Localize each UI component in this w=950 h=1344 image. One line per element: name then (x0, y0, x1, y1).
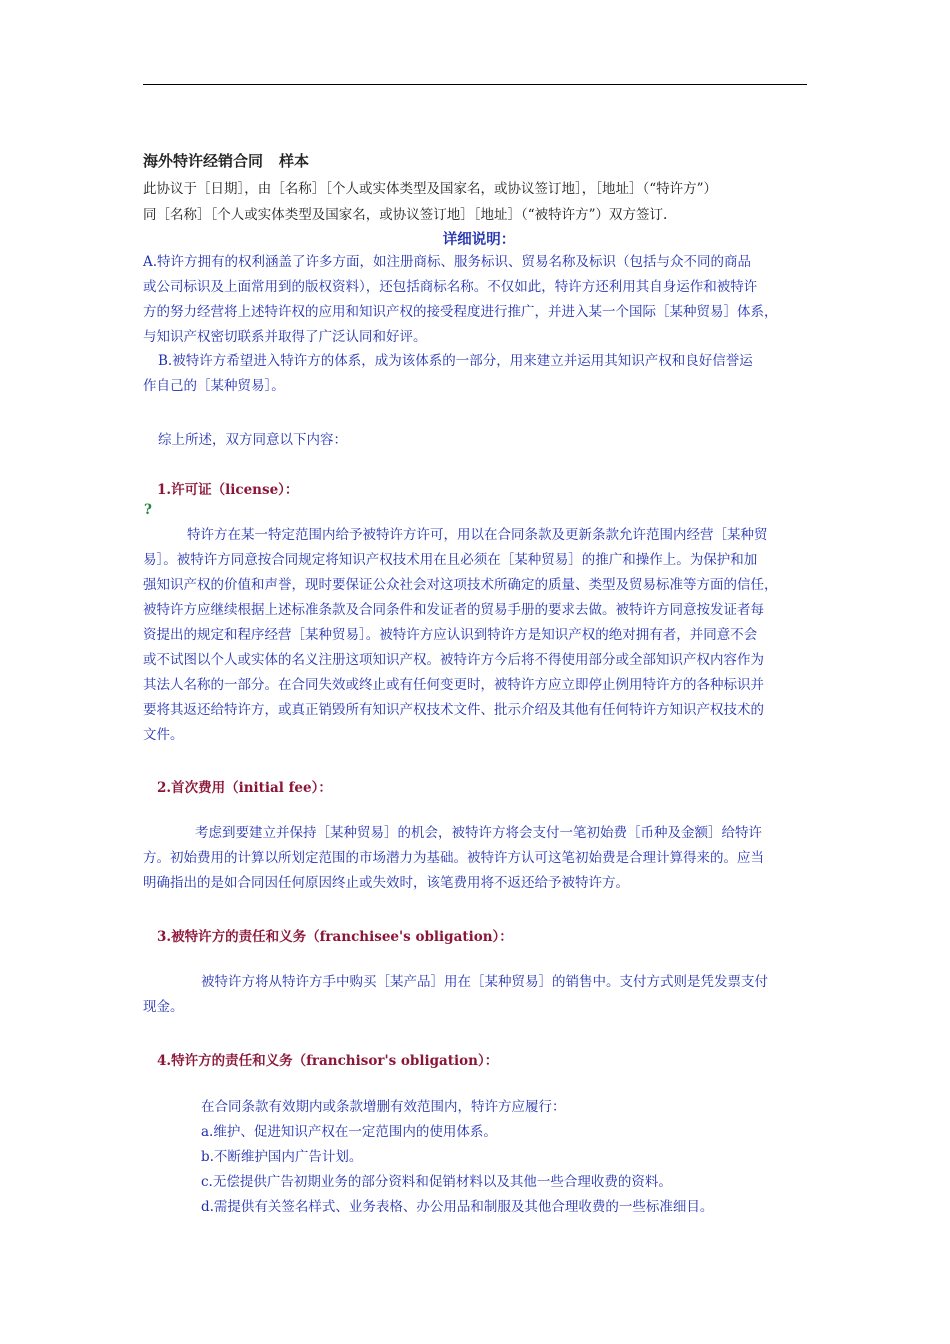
recital-a (143, 250, 815, 350)
section3-heading: 3.被特许方的责任和义务（franchisee's obligation）： (157, 929, 513, 945)
intro-line-2: 同［名称］［个人或实体类型及国家名，或协议签订地］［地址］（“被特许方”）双方签订. (143, 207, 668, 223)
section4-line: 在合同条款有效期内或条款增删有效范围内，特许方应履行： (201, 1099, 566, 1115)
recital-a-line: 或公司标识及上面常用到的版权资料），还包括商标名称。不仅如此，特许方还利用其自身运作和被特许 (143, 279, 758, 295)
section2-body (143, 821, 815, 896)
section1-line: 强知识产权的价值和声誉，现时要保证公众社会对这项技术所确定的质量、类型及贸易标准等方面的信任， (143, 577, 778, 593)
section2-line: 方。初始费用的计算以所划定范围的市场潜力为基础。被特许方认可这笔初始费是合理计算得来的。应当 (143, 850, 764, 866)
recital-a-line: A.特许方拥有的权利涵盖了许多方面，如注册商标、服务标识、贸易名称及标识（包括与众不同的商品 (143, 254, 752, 270)
recital-a-line: 与知识产权密切联系并取得了广泛认同和好评。 (143, 329, 427, 345)
summary-line: 综上所述，双方同意以下内容： (158, 432, 347, 448)
recital-b-line: B.被特许方希望进入特许方的体系，成为该体系的一部分，用来建立并运用其知识产权和良好信誉运 (158, 353, 753, 369)
section4-heading: 4.特许方的责任和义务（franchisor's obligation）： (157, 1053, 499, 1069)
section3-line: 现金。 (143, 999, 184, 1015)
section1-line: 易］。被特许方同意按合同规定将知识产权技术用在且必须在［某种贸易］的推广和操作上。为保护和加 (143, 552, 758, 568)
section3-line: 被特许方将从特许方手中购买［某产品］用在［某种贸易］的销售中。支付方式则是凭发票支付 (201, 974, 768, 990)
header-rule (143, 84, 807, 85)
section1-line: 要将其返还给特许方，或真正销毁所有知识产权技术文件、批示介绍及其他有任何特许方知识产权技术的 (143, 702, 764, 718)
details-heading: 详细说明： (442, 231, 516, 248)
section3-body (143, 970, 815, 1020)
section1-line: 资提出的规定和程序经营［某种贸易］。被特许方应认识到特许方是知识产权的绝对拥有者，并同意不会 (143, 627, 758, 643)
section1-line: 其法人名称的一部分。在合同失效或终止或有任何变更时，被特许方应立即停止例用特许方的各种标识并 (143, 677, 764, 693)
section4-body (201, 1095, 873, 1220)
section4-item-c: c.无偿提供广告初期业务的部分资料和促销材料以及其他一些合理收费的资料。 (201, 1174, 672, 1190)
recital-b-line: 作自己的［某种贸易］。 (143, 378, 285, 394)
section1-body (143, 523, 815, 748)
section1-line: 被特许方应继续根据上述标准条款及合同条件和发证者的贸易手册的要求去做。被特许方同意按发证者每 (143, 602, 764, 618)
document-title (143, 150, 815, 171)
intro-line-1: 此协议于［日期］，由［名称］［个人或实体类型及国家名，或协议签订地］，［地址］（“特许方”） (143, 181, 718, 197)
section1-line: 或不试图以个人或实体的名义注册这项知识产权。被特许方今后将不得使用部分或全部知识产权内容作为 (143, 652, 764, 668)
section2-heading: 2.首次费用（initial fee）： (157, 780, 332, 796)
section1-mark: ? (144, 502, 152, 518)
title-main: 海外特许经销合同 (143, 152, 264, 170)
section2-line: 明确指出的是如合同因任何原因终止或失效时，该笔费用将不返还给予被特许方。 (143, 875, 629, 891)
recital-a-line: 方的努力经营将上述特许权的应用和知识产权的接受程度进行推广，并进入某一个国际［某种贸易］体系， (143, 304, 778, 320)
section4-item-d: d.需提供有关签名样式、业务表格、办公用品和制服及其他合理收费的一些标准细目。 (201, 1199, 714, 1215)
section4-item-b: b.不断维护国内广告计划。 (201, 1149, 363, 1165)
section4-item-a: a.维护、促进知识产权在一定范围内的使用体系。 (201, 1124, 497, 1140)
recital-b (143, 349, 830, 399)
title-sample: 样本 (279, 152, 310, 170)
section1-heading: 1.许可证（license）： (157, 482, 299, 498)
section1-line: 特许方在某一特定范围内给予被特许方许可，用以在合同条款及更新条款允许范围内经营［某种贸 (187, 527, 768, 543)
section1-line: 文件。 (143, 727, 184, 743)
section2-line: 考虑到要建立并保持［某种贸易］的机会，被特许方将会支付一笔初始费［币种及金额］给特许 (195, 825, 762, 841)
